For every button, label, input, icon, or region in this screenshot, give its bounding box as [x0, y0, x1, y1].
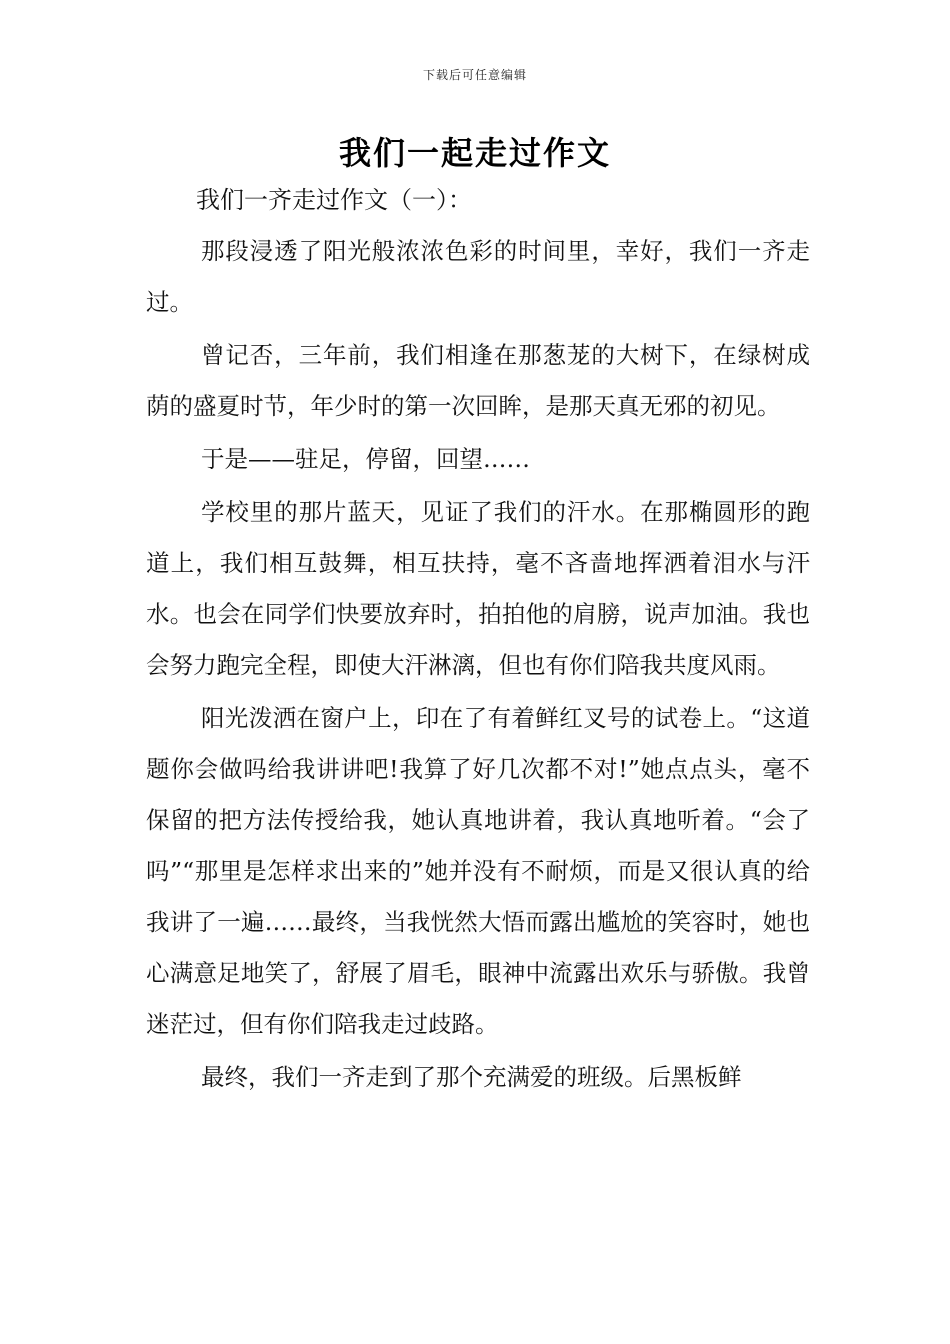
paragraph-6: 最终，我们一齐走到了那个充满爱的班级。后黑板鲜 — [201, 1063, 742, 1091]
document-body — [146, 226, 810, 1105]
subtitle: 我们一齐走过作文（一）： — [196, 186, 472, 214]
header-note: 下载后可任意编辑 — [422, 68, 527, 82]
paragraph-5: 阳光泼洒在窗户上，印在了有着鲜红叉号的试卷上。“这道题你会做吗给我讲讲吧!我算了好几次都不对!”她点点头，毫不保留的把方法传授给我，她认真地讲着，我认真地听着。“会了吗”“那里是怎样求出来的”她并没有不耐烦，而是又很认真的给我讲了一遍……最终，当我恍然大悟而露出尴尬的笑容时，她也心满意足地笑了，舒展了眉毛，眼神中流露出欢乐与骄傲。我曾迷茫过，但有你们陪我走过歧路。 — [146, 704, 810, 1038]
paragraph-1: 那段浸透了阳光般浓浓色彩的时间里，幸好，我们一齐走过。 — [146, 237, 810, 316]
paragraph-3: 于是——驻足，停留，回望…… — [201, 445, 530, 473]
paragraph-4: 学校里的那片蓝天，见证了我们的汗水。在那椭圆形的跑道上，我们相互鼓舞，相互扶持，毫不吝啬地挥洒着泪水与汗水。也会在同学们快要放弃时，拍拍他的肩膀，说声加油。我也会努力跑完全程，即使大汗淋漓，但也有你们陪我共度风雨。 — [146, 498, 810, 679]
document-title: 我们一起走过作文 — [338, 134, 611, 172]
paragraph-2: 曾记否，三年前，我们相逢在那葱茏的大树下，在绿树成荫的盛夏时节，年少时的第一次回眸，是那天真无邪的初见。 — [146, 341, 810, 420]
